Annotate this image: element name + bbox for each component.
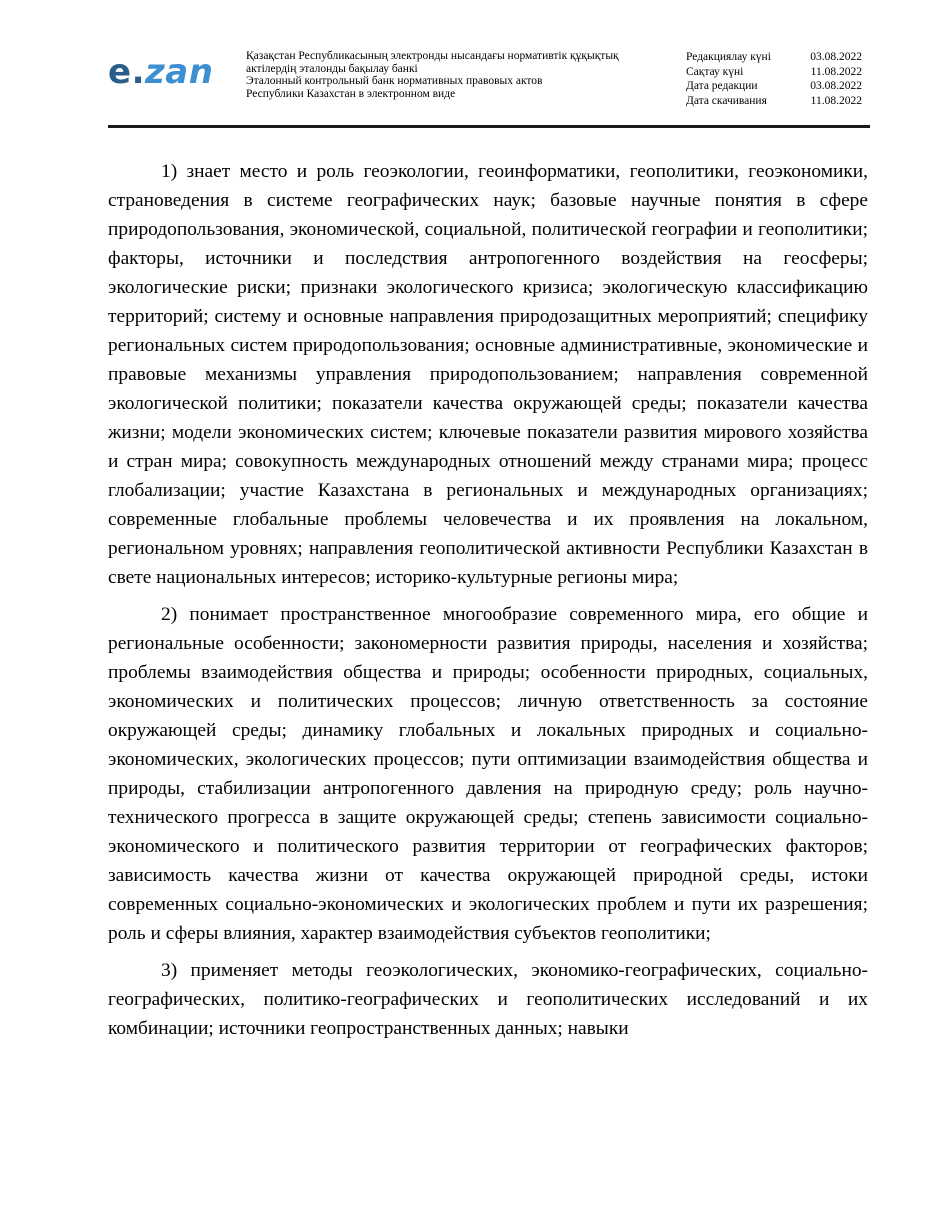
meta-value: 03.08.2022 (810, 80, 862, 92)
meta-label: Дата скачивания (686, 94, 767, 107)
meta-label: Дата редакции (686, 80, 758, 92)
document-body (108, 157, 868, 1051)
logo-e: e (108, 52, 132, 92)
header-divider (108, 125, 870, 128)
meta-value: 03.08.2022 (810, 51, 862, 63)
meta-row-download-date-ru (686, 94, 862, 109)
header-description-line: Қазақстан Республикасының электронды нысандағы нормативтік құқықтық (246, 50, 619, 62)
meta-label: Сақтау күні (686, 65, 744, 78)
meta-row-save-date-kz (686, 65, 862, 80)
header-meta (686, 50, 862, 108)
header-description-line: Эталонный контрольный банк нормативных правовых актов (246, 75, 543, 88)
header-description-line: актілердің эталонды бақылау банкі (246, 62, 418, 75)
header-description (246, 50, 666, 100)
meta-row-edit-date-ru (686, 79, 862, 94)
logo-dot: . (131, 52, 145, 92)
header-description-line: Республики Казахстан в электронном виде (246, 87, 456, 100)
logo-zan: zan (144, 52, 214, 92)
meta-value: 11.08.2022 (810, 94, 862, 107)
paragraph-item-2: 2) понимает пространственное многообразие современного мира, его общие и региональные особенности; закономерности развития природы, населения и хозяйства; проблемы взаимодействия общества и природы; особенности природных, социальных, экономических и политических процессов; личную ответственность за состояние окружающей среды; динамику глобальных и локальных природных и социально-экономических, экологических процессов; пути оптимизации взаимодействия общества и природы, стабилизации антропогенного давления на природную среду; роль научно-технического прогресса в защите окружающей среды; степень зависимости социально-экономического и политического развития территории от географических факторов; зависимость качества жизни от качества окружающей природной среды, истоки современных социально-экономических и экологических проблем и пути их разрешения; роль и сферы влияния, характер взаимодействия субъектов геополитики; (108, 604, 868, 944)
paragraph-item-1: 1) знает место и роль геоэкологии, геоинформатики, геополитики, геоэкономики, страноведения в системе географических наук; базовые научные понятия в сфере природопользования, экономической, социальной, политической географии и геополитики; факторы, источники и последствия антропогенного воздействия на геосферы; экологические риски; признаки экологического кризиса; экологическую классификацию территорий; систему и основные направления природозащитных мероприятий; специфику региональных систем природопользования; основные административные, экономические и правовые механизмы управления природопользованием; направления современной экологической политики; показатели качества окружающей среды; показатели качества жизни; модели экономических систем; ключевые показатели развития мирового хозяйства и стран мира; совокупность международных отношений между странами мира; процесс глобализации; участие Казахстана в региональных и международных организациях; современные глобальные проблемы человечества и их проявления на локальном, региональном уровнях; направления геополитической активности Республики Казахстан в свете национальных интересов; историко-культурные регионы мира; (108, 161, 868, 588)
paragraph-item-3: 3) применяет методы геоэкологических, экономико-географических, социально-географических, политико-географических и геополитических исследований и их комбинации; источники геопространственных данных; навыки (108, 960, 868, 1039)
meta-label: Редакциялау күні (686, 51, 771, 63)
meta-value: 11.08.2022 (810, 65, 862, 78)
ezan-logo[interactable] (108, 52, 213, 92)
meta-row-edit-date-kz (686, 50, 862, 65)
document-header (108, 40, 870, 126)
